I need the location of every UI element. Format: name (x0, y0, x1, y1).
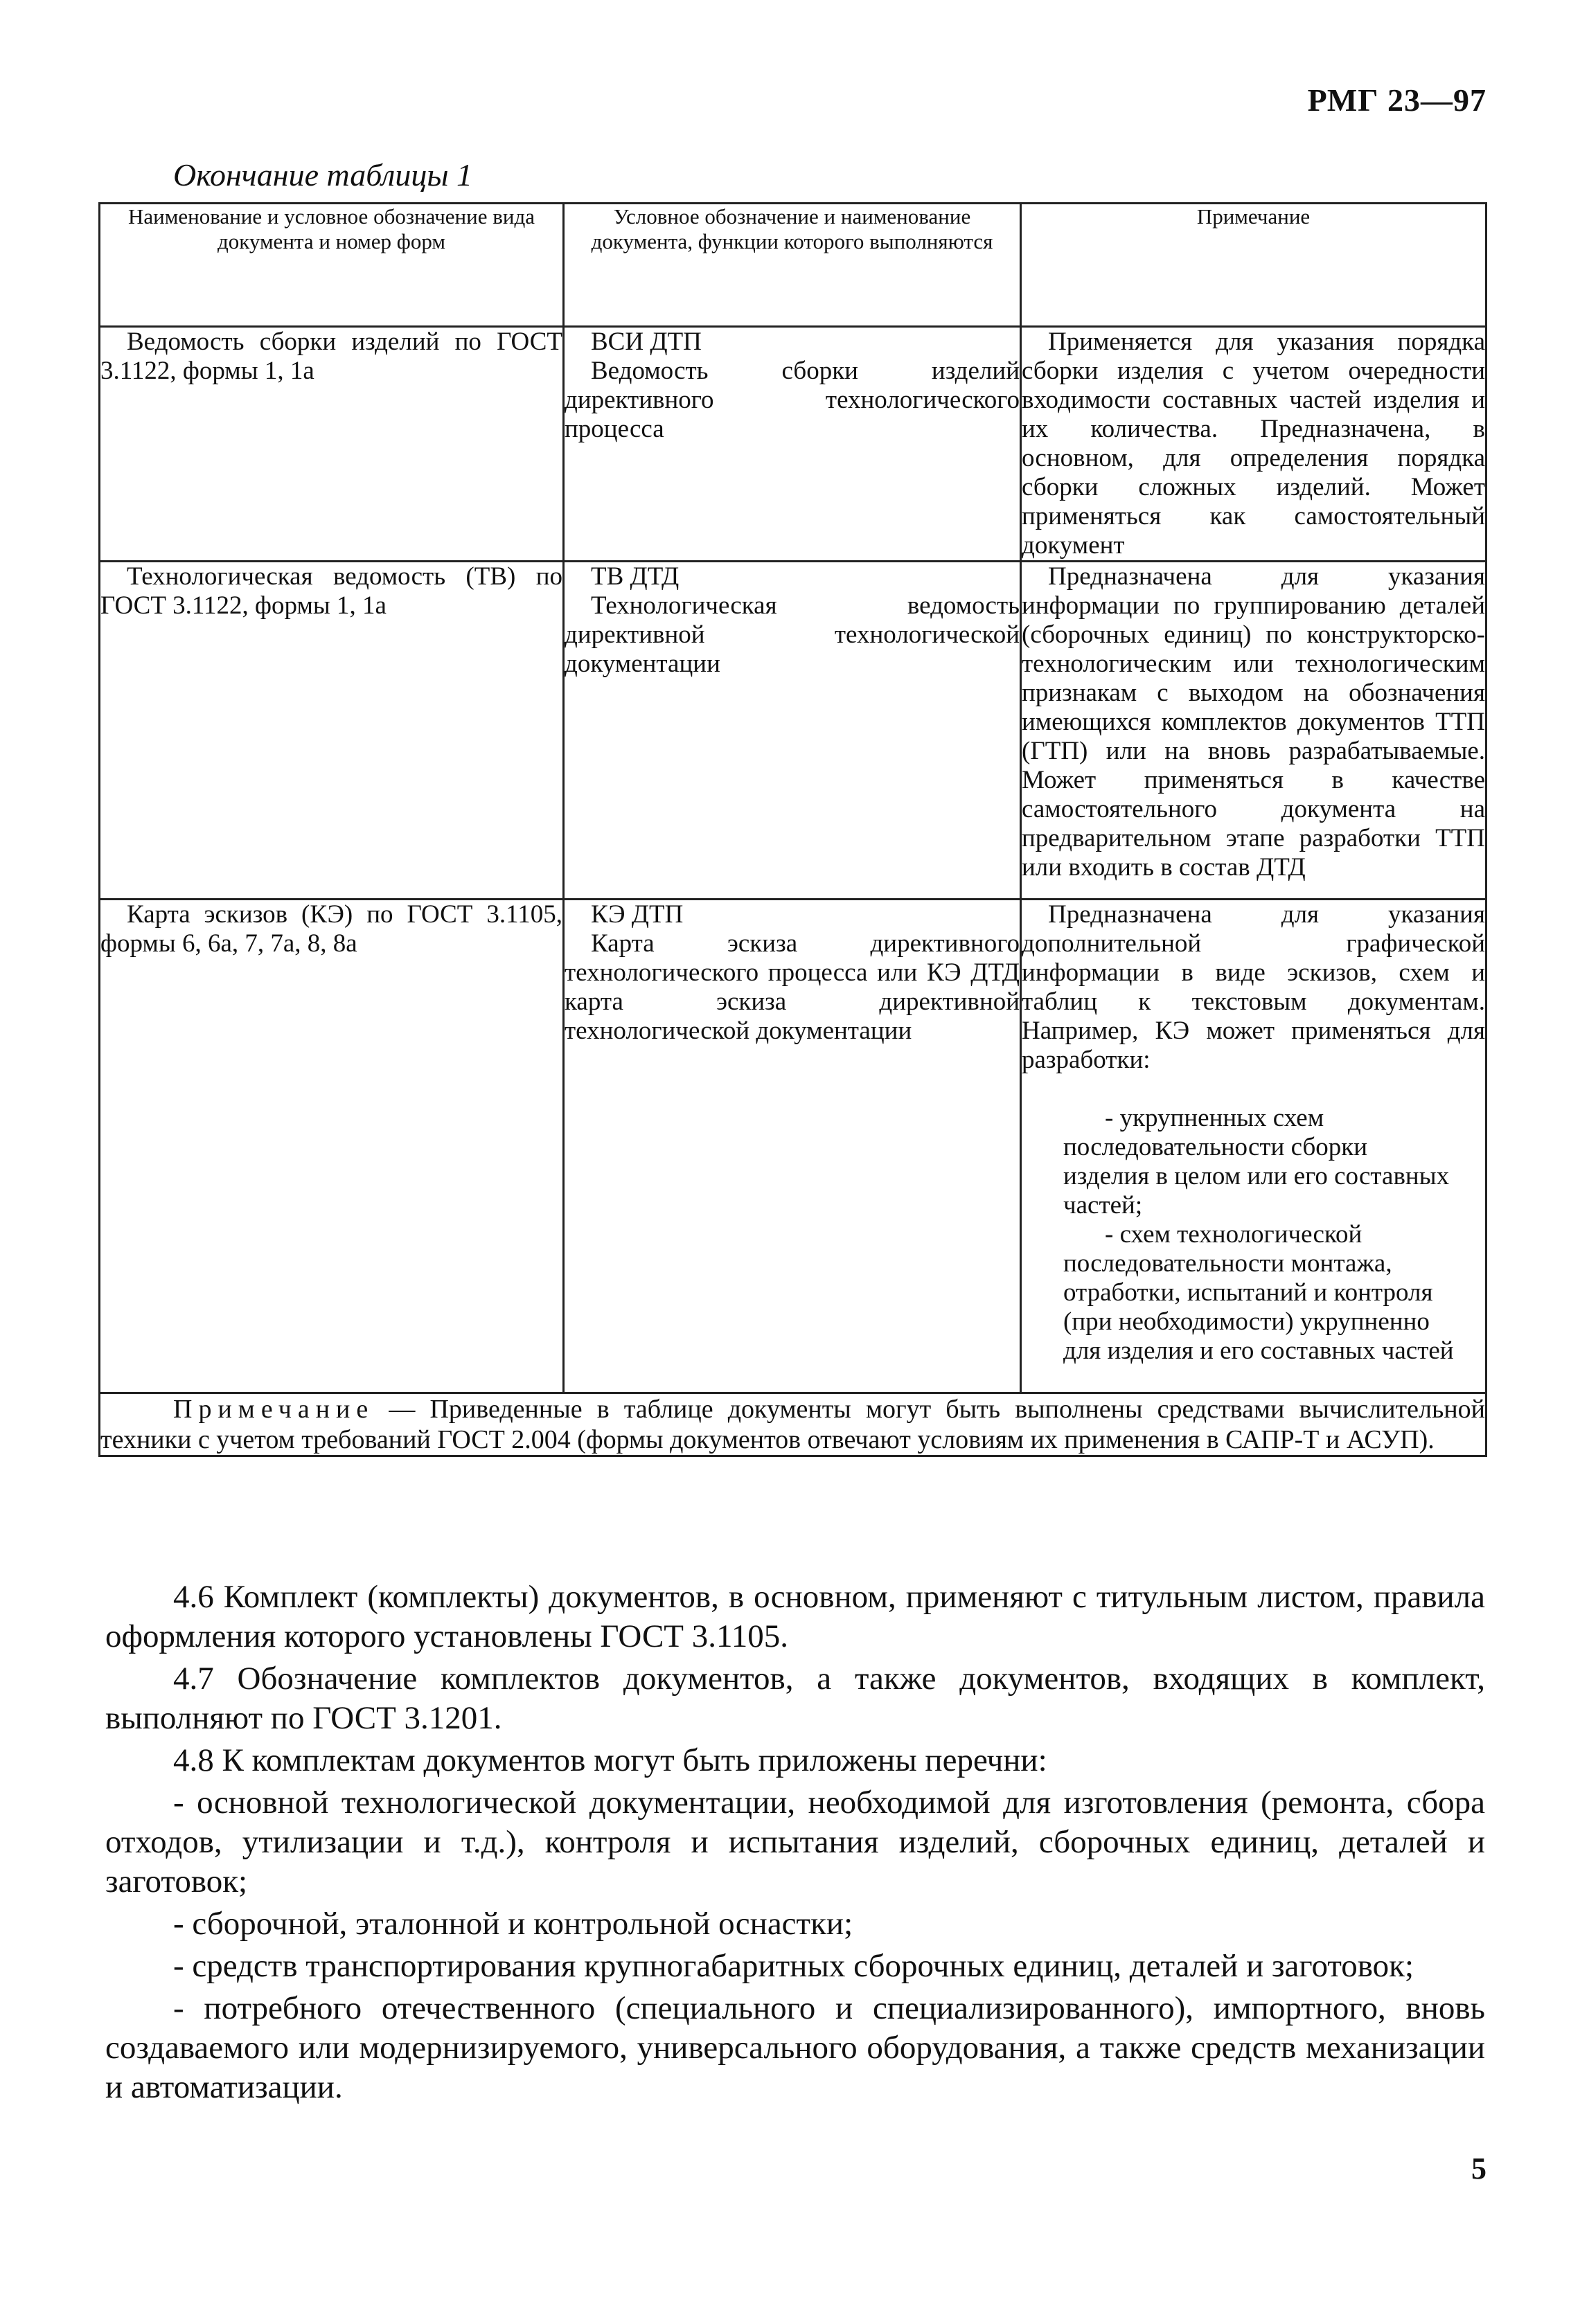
doc-name-text: Карта эскизов (КЭ) по ГОСТ 3.1105, формы 6, 6а, 7, 7а, 8, 8а (100, 900, 562, 958)
cell-doc-code (564, 900, 1021, 1393)
documents-table (98, 202, 1487, 1457)
footnote-text: — Приведенные в таблице документы могут быть выполнены средствами вычислительной техники с учетом требований ГОСТ 2.004 (формы документов отвечают условиям их применения в САПР-Т и АСУП). (100, 1395, 1485, 1454)
cell-note (1021, 562, 1486, 900)
doc-code-text: ТВ ДТД (591, 562, 680, 591)
list-item: - сборочной, эталонной и контрольной оснастки; (173, 1906, 853, 1942)
page-number: 5 (1471, 2152, 1486, 2186)
paragraph: 4.7 Обозначение комплектов документов, а также документов, входящих в комплект, выполняют по ГОСТ 3.1201. (105, 1661, 1485, 1736)
column-header-code: Условное обозначение и наименование документа, функции которого выполняются (564, 204, 1021, 327)
cell-doc-name (100, 900, 564, 1393)
footnote-label: Примечание (173, 1395, 375, 1424)
cell-note (1021, 900, 1486, 1393)
document-code: РМГ 23—97 (1307, 82, 1486, 118)
paragraph: 4.6 Комплект (комплекты) документов, в основном, применяют с титульным листом, правила оформления которого установлены ГОСТ 3.1105. (105, 1579, 1485, 1654)
column-header-note: Примечание (1021, 204, 1486, 327)
cell-doc-code (564, 327, 1021, 562)
table-caption: Окончание таблицы 1 (173, 157, 472, 193)
note-text: Предназначена для указания дополнительной графической информации в виде эскизов, схем и таблиц к текстовым документам. Например, КЭ может применяться для разработки: (1022, 900, 1485, 1074)
doc-name-text: Технологическая ведомость (ТВ) по ГОСТ 3.1122, формы 1, 1а (100, 562, 562, 620)
list-item: - основной технологической документации, необходимой для изготовления (ремонта, сбора отходов, утилизации и т.д.), контроля и испытания изделий, сборочных единиц, деталей и заготовок; (105, 1785, 1485, 1900)
list-item: - потребного отечественного (специального и специализированного), импортного, вновь создаваемого или модернизируемого, универсального оборудования, а также средств механизации и автоматизации. (105, 1990, 1485, 2105)
note-text: Применяется для указания порядка сборки изделия с учетом очередности входимости составных частей изделия и их количества. Предназначена, в основном, для определения порядка сборки сложных изделий. Может применяться как самостоятельный документ (1022, 328, 1485, 560)
doc-code-description: Технологическая ведомость директивной технологической документации (565, 591, 1020, 678)
table-footnote-row (100, 1393, 1486, 1456)
cell-doc-code (564, 562, 1021, 900)
column-header-name: Наименование и условное обозначение вида документа и номер форм (100, 204, 564, 327)
doc-code-description: Ведомость сборки изделий директивного технологического процесса (565, 357, 1020, 443)
table-header-row (100, 204, 1486, 327)
doc-name-text: Ведомость сборки изделий по ГОСТ 3.1122, формы 1, 1а (100, 328, 562, 385)
table-row (100, 327, 1486, 562)
doc-code-text: КЭ ДТП (591, 900, 684, 929)
table-row (100, 900, 1486, 1393)
cell-doc-name (100, 327, 564, 562)
doc-code-text: ВСИ ДТП (591, 328, 702, 356)
list-item: - средств транспортирования крупногабаритных сборочных единиц, деталей и заготовок; (173, 1948, 1414, 1984)
note-list-item: - схем технологической последовательности монтажа, отработки, испытаний и контроля (при необходимости) укрупненно для изделия и его составных частей (1063, 1220, 1454, 1365)
table-row (100, 562, 1486, 900)
body-text (105, 1577, 1485, 2110)
doc-code-description: Карта эскиза директивного технологического процесса или КЭ ДТД карта эскиза директивной технологической документации (565, 929, 1020, 1045)
table-footnote (100, 1393, 1486, 1456)
note-text: Предназначена для указания информации по группированию деталей (сборочных единиц) по конструкторско-технологическим или технологическим признакам с выходом на обозначения имеющихся комплектов документов ТТП (ГТП) или на вновь разрабатываемые. Может применяться в качестве самостоятельного документа на предварительном этапе разработки ТТП или входить в состав ДТД (1022, 562, 1485, 882)
paragraph: 4.8 К комплектам документов могут быть приложены перечни: (173, 1742, 1047, 1778)
cell-doc-name (100, 562, 564, 900)
cell-note (1021, 327, 1486, 562)
note-list-item: - укрупненных схем последовательности сборки изделия в целом или его составных частей; (1063, 1104, 1450, 1219)
